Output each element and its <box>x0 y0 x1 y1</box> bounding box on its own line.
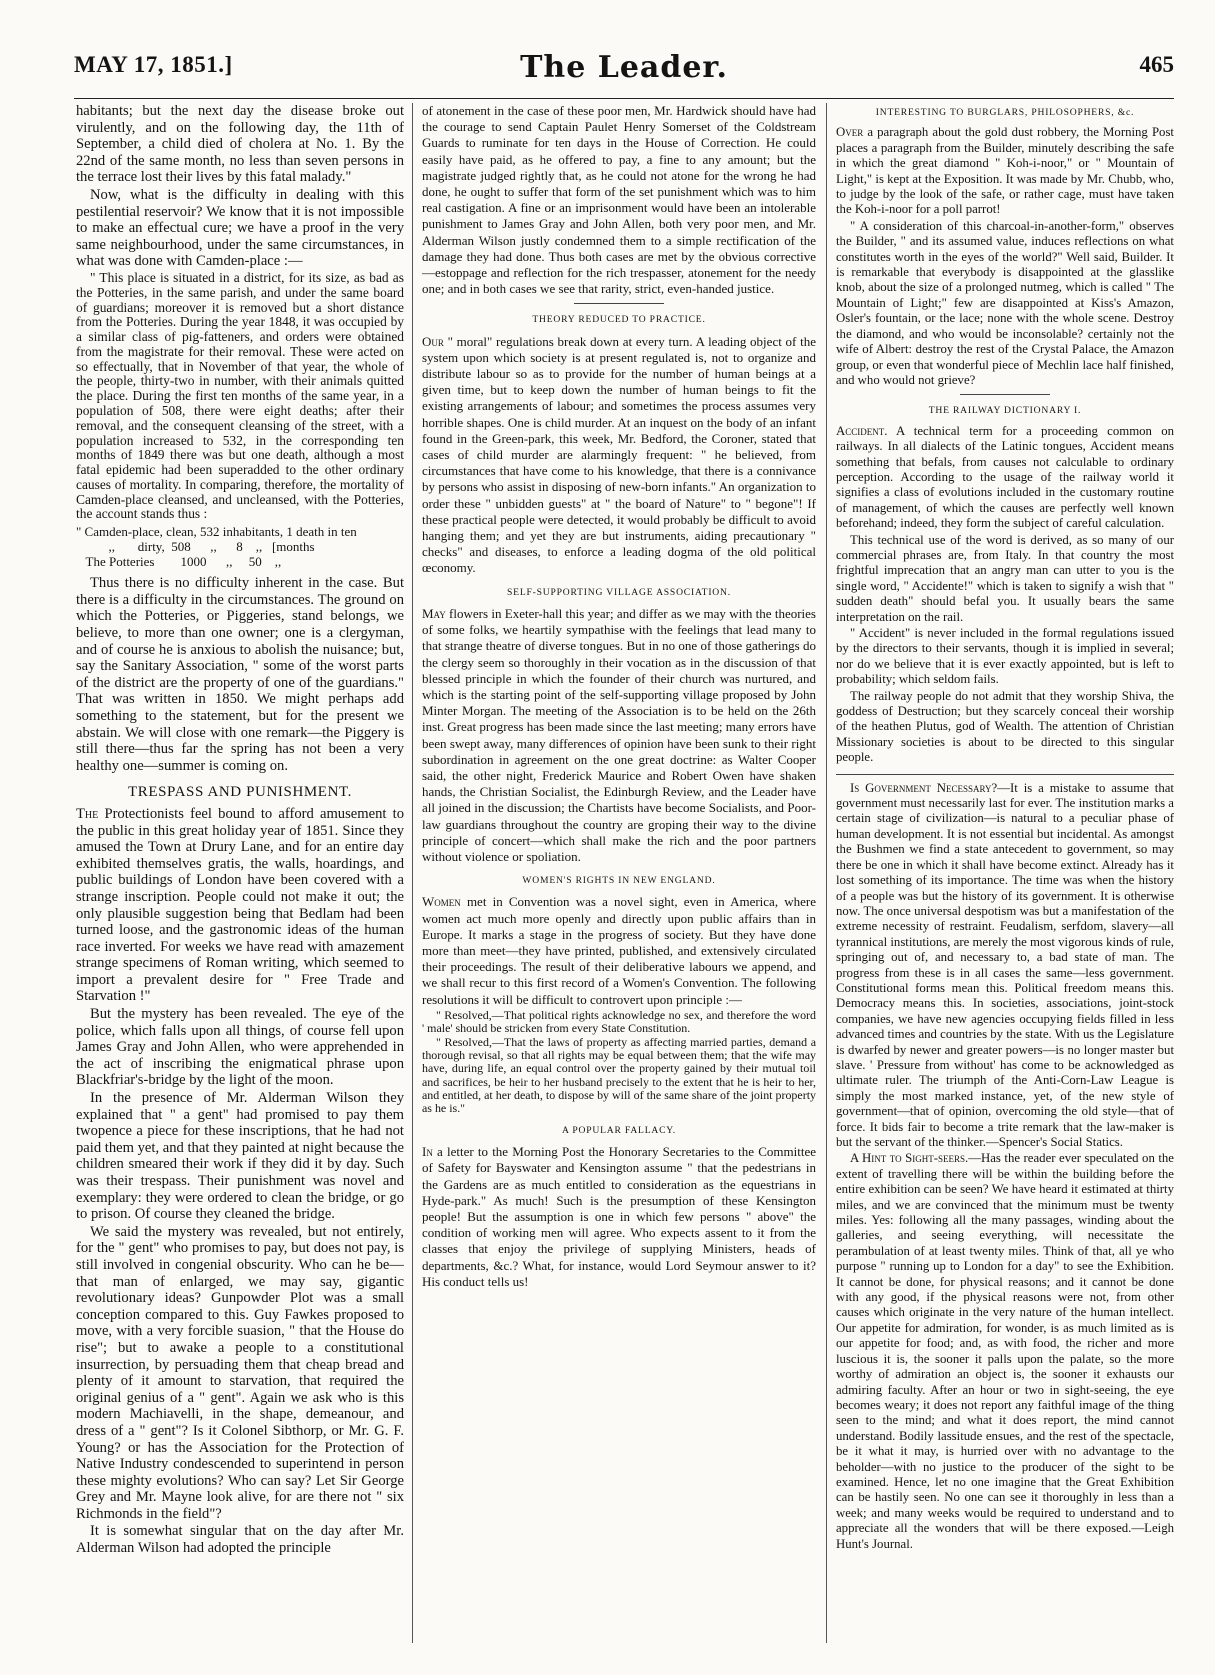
mortality-table <box>76 524 404 569</box>
paragraph <box>836 1151 1174 1552</box>
article-heading: TRESPASS AND PUNISHMENT. <box>127 784 353 801</box>
section-heading: A POPULAR FALLACY. <box>562 1125 676 1137</box>
paragraph-text: flowers in Exeter-hall this year; and differ as we may with the theories of some folks, we heartily sympathise with the feelings that lead many to that strange theatre of diverse tongues. But in no one of those gatherings do the clergy seem so thoroughly in their vocation as in the discussion of that blessed principle in which the founder of their church was nurtured, and which is the starting point of the self-supporting village proposed by John Minter Morgan. The meeting of the Association is to be held on the 26th inst. Great progress has been made since the last meeting; many errors have been swept away, many differences of opinion have been sunk to their right subordination in agreement on the one great doctrine: as Walter Cooper said, the other night, Frederick Maurice and Robert Owen have shaken hands, the Christian Socialist, the Edinburgh Review, and the Leader have all joined in the discussion; the Chartists have become Socialists, and Poor-law guardians throughout the country are groping their way to the divine principle of concert—which shall make the rich and the poor partners without violence or spoliation. <box>422 605 816 864</box>
section-heading: WOMEN'S RIGHTS IN NEW ENGLAND. <box>522 875 716 887</box>
paragraph: But the mystery has been revealed. The eye of the police, which falls upon all things, of course fell upon James Gray and John Allen, who were apprehended in the act of inscribing the enigmatical phrase upon Blackfriar's-bridge by the light of the moon. <box>76 1006 404 1089</box>
column-2 <box>422 103 816 1648</box>
quotation: " Resolved,—That the laws of property as affecting married parties, demand a thorough revisal, so that all rights may be equal between them; that the wife may have, during life, an equal control over the property gained by their mutual toil and sacrifices, be heir to her husband precisely to the extent that he is heir to her, and entitled, at her death, to dispose by will of the same share of the joint property as he is." <box>422 1035 816 1115</box>
column-3 <box>836 103 1174 1648</box>
paragraph-text: A technical term for a proceeding common on railways. In all dialects of the Latinic tongues, Accident means something that befals, from causes not calculable to ordinary perception. According to the usage of the railway world it signifies a class of evolutions included in the customary routine of management, of which the causes are perfectly well known beforehand; indeed, they form the subject of careful calculation. <box>836 423 1174 531</box>
section-heading: SELF-SUPPORTING VILLAGE ASSOCIATION. <box>507 586 731 598</box>
masthead <box>74 50 1174 94</box>
paragraph <box>836 781 1174 1151</box>
lead-word: May <box>422 605 446 621</box>
lead-word: The <box>76 805 99 822</box>
paragraph <box>422 894 816 1007</box>
paragraph-text: —Has the reader ever speculated on the extent of travelling there will be within the building before the entire exhibition can be seen? We have heard it estimated at thirty miles, and we are convinced that the minimum must be twenty miles. Yes: following all the many passages, winding about the galleries, and seeing everything, will necessitate the perambulation of at least twenty miles. Think of that, all ye who purpose " running up to London for a day" to see the Exhibition. It cannot be done, for physical reasons; and it cannot be done with any good, if the physical reasons were not, from other causes which originate in the very nature of the human intellect. Our appetite for admiration, for wonder, is as much limited as is our appetite for food; and, as with food, the richer and more luscious it is, the sooner it palls upon the palate, so the more worthy of admiration an object is, the sooner it exhausts our admiring faculty. After an hour or two in sight-seeing, the eye becomes weary; it does not report any faithful image of the thing seen to the mind; and what it does report, the mind cannot understand. Bodily lassitude ensues, and the rest of the spectacle, be it what it may, is hurried over with no advantage to the beholder—with no justice to the producer of the sight to be examined. Hence, let no one imagine that the Great Exhibition can be hastily seen. No one can see it thoroughly in less than a week; and many weeks would be required to understand and to appreciate all the wonders that will be there exposed.—Leigh Hunt's Journal. <box>836 1151 1174 1551</box>
table-row: The Potteries 1000 ,, 50 ,, <box>76 554 282 570</box>
paragraph <box>422 606 816 865</box>
paragraph <box>836 424 1174 532</box>
table-row: " Camden-place, clean, 532 inhabitants, 1 death in ten <box>76 524 357 540</box>
section-heading: THE RAILWAY DICTIONARY I. <box>928 405 1082 417</box>
paragraph-text: —It is a mistake to assume that government must necessarily last for ever. The institution marks a certain stage of civilization—is natural to a peculiar phase of human development. It is not essential but incidental. As amongst the Bushmen we find a state antecedent to government, so may there be one in which it shall have become extinct. Already has it lost something of its importance. The time was when the history of a people was but the history of its government. It is otherwise now. The once universal despotism was but a manifestation of the extreme necessity of restraint. Feudalism, serfdom, slavery—all tyrannical institutions, are merely the most vigorous kinds of rule, springing out of, and necessary to, a bad state of man. The progress from these is in all cases the same—less government. Constitutional forms mean this. Political freedom means this. Democracy means this. In societies, associations, joint-stock companies, we have new agencies occupying fields filled in less advanced times and countries by the state. With us the Legislature is dwarfed by newer and greater powers—is no longer master but slave. ' Pressure from without' has come to be acknowledged as ultimate ruler. The triumph of the Anti-Corn-Law League is simply the most marked instance, yet, of the new style of government—that of opinion, overcoming the old style—that of force. It bids fair to become a trite remark that the law-maker is but the servant of the thinker.—Spencer's Social Statics. <box>836 780 1174 1149</box>
newspaper-title: The Leader. <box>520 50 728 85</box>
paragraph <box>422 334 816 577</box>
section-heading: THEORY REDUCED TO PRACTICE. <box>532 314 706 326</box>
column-1 <box>76 103 404 1653</box>
paragraph: It is somewhat singular that on the day after Mr. Alderman Wilson had adopted the principle <box>76 1523 404 1557</box>
quotation: " Resolved,—That political rights acknowledge no sex, and therefore the word ' male' should be stricken from every State Constitution. <box>422 1007 816 1035</box>
paragraph: " Accident" is never included in the formal regulations issued by the directors to their servants, though it is implied in several; nor do we believe that it is ever exactly appointed, but is left to probability; which seldom fails. <box>836 626 1174 687</box>
lead-word: In <box>422 1144 433 1160</box>
paragraph-text: met in Convention was a novel sight, even in America, where women act much more openly and directly upon public affairs than in Europe. It marks a stage in the progress of society. But they have done more than meet—they have printed, published, and extensively circulated their proceedings. The result of their deliberative labours we append, and we shall recur to this first record of a Women's Convention. The following resolutions it will be difficult to controvert upon principle :— <box>422 894 816 1007</box>
paragraph: Thus there is no difficulty inherent in the case. But there is a difficulty in the circumstances. The ground on which the Potteries, or Piggeries, stand belongs, we believe, to more than one owner; one is a clergyman, and of course he is anxious to abolish the nuisance; but, say the Sanitary Association, " some of the worst parts of the district are the property of one of the guardians." That was written in 1850. We might perhaps add something to the statement, but for the present we abstain. We will close with one remark—the Piggery is still there—thus far the spring has not been a very healthy one—summer is coming on. <box>76 575 404 774</box>
paragraph: In the presence of Mr. Alderman Wilson they explained that " a gent" had promised to pay them twopence a piece for these inscriptions, that he had not paid them yet, and that they painted at night because the children smeared their work if they did it by day. Such was their trespass. Their punishment was novel and exemplary: they were ordered to clean the bridge, or go to prison. Of course they cleaned the bridge. <box>76 1090 404 1223</box>
lead-word: Over <box>836 125 864 140</box>
issue-date: MAY 17, 1851.] <box>74 52 233 77</box>
paragraph-text: a paragraph about the gold dust robbery, the Morning Post places a paragraph from the Builder, minutely describing the safe in which the great diamond " Koh-i-noor," or " Mountain of Light," is kept at the Exposition. It was made by Mr. Chubb, who, to judge by the look of the safe, or rather cage, must have taken the Koh-i-noor for a poll parrot! <box>836 125 1174 217</box>
section-divider <box>574 303 664 304</box>
paragraph: The railway people do not admit that they worship Shiva, the goddess of Destruction; but they scarcely conceal their worship of the heathen Plutus, god of Wealth. The attention of Christian Missionary societies is about to be directed to this singular people. <box>836 688 1174 765</box>
quotation: " This place is situated in a district, for its size, as bad as the Potteries, in the same parish, and under the same board of guardians; moreover it is removed but a short distance from the Potteries. During the year 1848, it was occupied by a similar class of pig-fatteners, and orders were obtained from the magistrate for their removal. These were acted on so effectually, that in November of that year, the whole of the people, thirty-two in number, with their animals quitted the place. During the first ten months of the same year, in a population of 508, there were eight deaths; after their removal, and the consequent cleansing of the street, with a population increased to 532, in the corresponding ten months of 1849 there was but one death, although a most fatal epidemic had been superadded to the other ordinary causes of mortality. In comparing, therefore, the mortality of Camden-place cleansed, and uncleansed, with the Potteries, the account stands thus : <box>76 269 404 522</box>
lead-phrase: Is Government Necessary? <box>850 780 998 795</box>
lead-word: Women <box>422 894 461 910</box>
column-rule-1 <box>412 103 413 1643</box>
paragraph-text: a letter to the Morning Post the Honorary Secretaries to the Committee of Safety for Bayswater and Kensington assume " that the pedestrians in the Gardens are as much entitled to consideration as the equestrians in Hyde-park." As much! Such is the presumption of these Kensington people! But the assumption is one in which few persons " above" the condition of working men will agree. Who expects assent to it from the classes that enjoy the privilege of supplying Ministers, heads of departments, &c.? What, for instance, would Lord Seymour answer to it? His conduct tells us! <box>422 1144 816 1289</box>
paragraph: " A consideration of this charcoal-in-another-form," observes the Builder, " and its assumed value, induces reflections on what constitutes worth in the eyes of the world?" Well said, Builder. It is remarkable that everybody is disappointed at the glasslike knob, about the size of a prolonged nutmeg, which is called " The Mountain of Light;" few are disappointed at Kiss's Amazon, Osler's fountain, or the lace; none with the whole scene. Destroy the diamond, and who would be inconsolable? certainly not the wife of Albert: destroy the rest of the Crystal Palace, the Amazon group, or even that wonderful piece of Mechlin lace half finished, and who would not grieve? <box>836 218 1174 387</box>
paragraph-text: Protectionists feel bound to afford amusement to the public in this great holiday year of 1851. Since they amused the Town at Drury Lane, and for an entire day exhibited themselves gratis, the walls, hoardings, and public buildings of London have been covered with a strange inscription. People could not make it out; the only plausible suggestion being that Bedlam had been turned loose, and the gastronomic ideas of the human race inverted. For weeks we have read with amazement strange specimens of Roman writing, which seemed to import a prevalent desire for " Free Trade and Starvation !" <box>76 805 404 1005</box>
paragraph: habitants; but the next day the disease broke out virulently, and on the following day, the 11th of September, a child died of cholera at No. 1. By the 22nd of the same month, no less than seven persons in the terrace lost their lives by this fatal malady." <box>76 103 404 186</box>
table-row: ,, dirty, 508 ,, 8 ,, [months <box>76 539 315 555</box>
paragraph: Now, what is the difficulty in dealing with this pestilential reservoir? We know that it is not impossible to make an effectual cure; we have a proof in the very same neighbourhood, under the same circumstances, in what was done with Camden-place :— <box>76 186 404 270</box>
paragraph: of atonement in the case of these poor men, Mr. Hardwick should have had the courage to send Captain Paulet Henry Somerset of the Coldstream Guards to ruminate for ten days in the House of Correction. He could easily have paid, as he offered to pay, a fine to any amount; but the magistrate judged rightly that, as he could not atone for the wrong he had done, he ought to suffer that form of the set punishment which was to him real castigation. A fine or an imprisonment would have been an intolerable punishment to James Gray and John Allen, both very poor men, and Mr. Alderman Wilson justly condemned them to a simple rectification of the damage they had done. Thus both cases are met by the obvious corrective—estoppage and reflection for the rich trespasser, atonement for the needy one; and in both cases we see that rarity, strict, even-handed justice. <box>422 103 816 297</box>
paragraph: This technical use of the word is derived, as so many of our commercial phrases are, from Italy. In that country the most frightful imprecation that an angry man can utter to you is the single word, " Accidente!" which is taken to signify a wish that " sudden death" should befal you. It usually bears the same interpretation on the rail. <box>836 532 1174 624</box>
paragraph-text: " moral" regulations break down at every turn. A leading object of the system upon which society is at present regulated is, not to organize and distribute labour so as to provide for the number of human beings at a given time, but to keep down the number of human beings to fit the existing arrangements of labour; and sometimes the process assumes very horrible shapes. One is child murder. At an inquest on the body of an infant found in the Green-park, this week, Mr. Bedford, the Coroner, stated that cases of child murder are alarmingly frequent: " he believed, from circumstances that have come to his knowledge, that there is a connivance by persons who assist in disposing of new-born infants." An organization to order these " unbidden guests" at " the board of Nature" to " begone"! If these practical people were detected, it would probably be difficult to avoid hanging them; and yet they are but instruments, aiding precautionary " checks" and diseases, to enforce a leading dogma of the old political œconomy. <box>422 333 816 576</box>
paragraph <box>76 806 404 1005</box>
lead-word: Accident. <box>836 423 888 438</box>
section-heading: INTERESTING TO BURGLARS, PHILOSOPHERS, &c. <box>875 107 1135 118</box>
lead-phrase: A Hint to Sight-seers. <box>850 1151 969 1166</box>
header-rule <box>74 98 1174 99</box>
paragraph <box>422 1144 816 1290</box>
column-rule-2 <box>826 103 827 1643</box>
paragraph <box>836 125 1174 217</box>
section-divider <box>836 774 1174 775</box>
page-number: 465 <box>1139 52 1174 77</box>
lead-word: Our <box>422 333 444 349</box>
paragraph: We said the mystery was revealed, but not entirely, for the " gent" who promises to pay, but does not pay, is still involved in congenial obscurity. Who can he be—that man of enlarged, we may say, gigantic revolutionary ideas? Gunpowder Plot was a small conception compared to this. Guy Fawkes proposed to move, with a very forcible suasion, " that the House do rise"; but to awake a people to a constitutional insurrection, by persuading them that cheap bread and plenty of it amount to starvation, that required the original genius of a " gent". Again we ask who is this modern Machiavelli, in the shape, demeanour, and dress of a " gent"? Is it Colonel Sibthorp, or Mr. G. F. Young? or has the Association for the Protection of Native Industry condescended to superintend in person these mighty evolutions? Who can say? Let Sir George Grey and Mr. Mayne look alive, for are there not " six Richmonds in the field"? <box>76 1223 404 1522</box>
section-divider <box>960 394 1050 395</box>
